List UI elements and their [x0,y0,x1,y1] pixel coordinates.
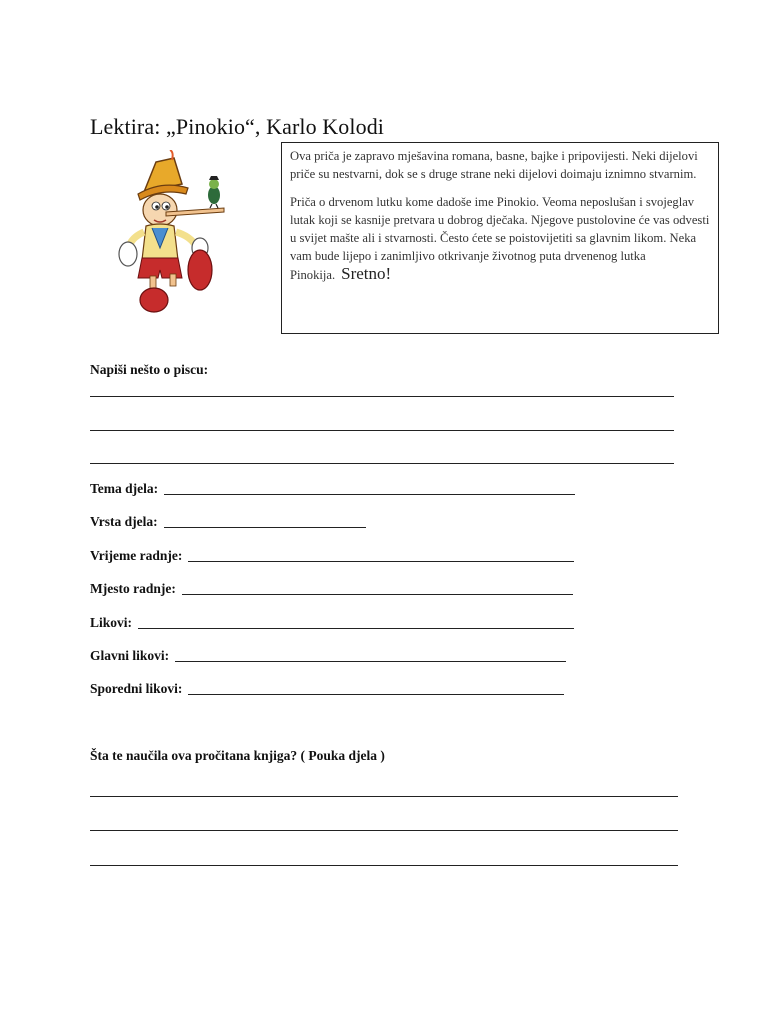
answer-line[interactable] [138,628,574,629]
field-sporedni-likovi [90,681,564,697]
answer-line[interactable] [90,796,678,797]
answer-line[interactable] [90,430,674,431]
field-vrijeme [90,548,574,564]
field-label: Sporedni likovi: [90,681,183,696]
answer-line[interactable] [90,396,674,397]
answer-line[interactable] [182,594,573,595]
answer-line[interactable] [188,694,564,695]
pinocchio-illustration [116,150,232,315]
field-mjesto [90,581,573,597]
field-label: Vrsta djela: [90,514,158,529]
intro-text-box [281,142,719,334]
field-vrsta [90,514,366,530]
closing-wish: Sretno! [341,264,392,283]
lesson-label: Šta te naučila ova pročitana knjiga? ( Pouka djela ) [90,748,385,763]
field-label: Likovi: [90,615,133,630]
field-likovi [90,615,574,631]
answer-line[interactable] [90,830,678,831]
about-author-label: Napiši nešto o piscu: [90,362,209,377]
answer-line[interactable] [164,494,575,495]
intro-paragraph-2 [290,193,712,284]
answer-line[interactable] [188,561,574,562]
intro-paragraph-1: Ova priča je zapravo mješavina romana, basne, bajke i pripovijesti. Neki dijelovi priče su nestvarni, dok se s druge strane neki dijelovi doimaju iznimno stvarnim. [290,149,698,181]
field-tema [90,481,575,497]
field-label: Tema djela: [90,481,159,496]
field-label: Glavni likovi: [90,648,170,663]
intro-paragraph-2-text: Priča o drvenom lutku kome dadoše ime Pinokio. Veoma neposlušan i svojeglav lutak koji se kasnije pretvara u dobrog dječaka. Njegove pustolovine će vas odvesti u svijet mašte ali i stvarnosti. Često ćete se poistovijetiti sa glavnim likom. Neka vam bude lijepo i zanimljivo otkrivanje životnog puta drvenenog lutka Pinokija. [290,195,710,282]
answer-line[interactable] [90,463,674,464]
field-label: Vrijeme radnje: [90,548,183,563]
answer-line[interactable] [175,661,566,662]
page-title: Lektira: „Pinokio“, Karlo Kolodi [90,114,385,139]
field-glavni-likovi [90,648,566,664]
answer-line[interactable] [164,527,366,528]
field-label: Mjesto radnje: [90,581,176,596]
answer-line[interactable] [90,865,678,866]
